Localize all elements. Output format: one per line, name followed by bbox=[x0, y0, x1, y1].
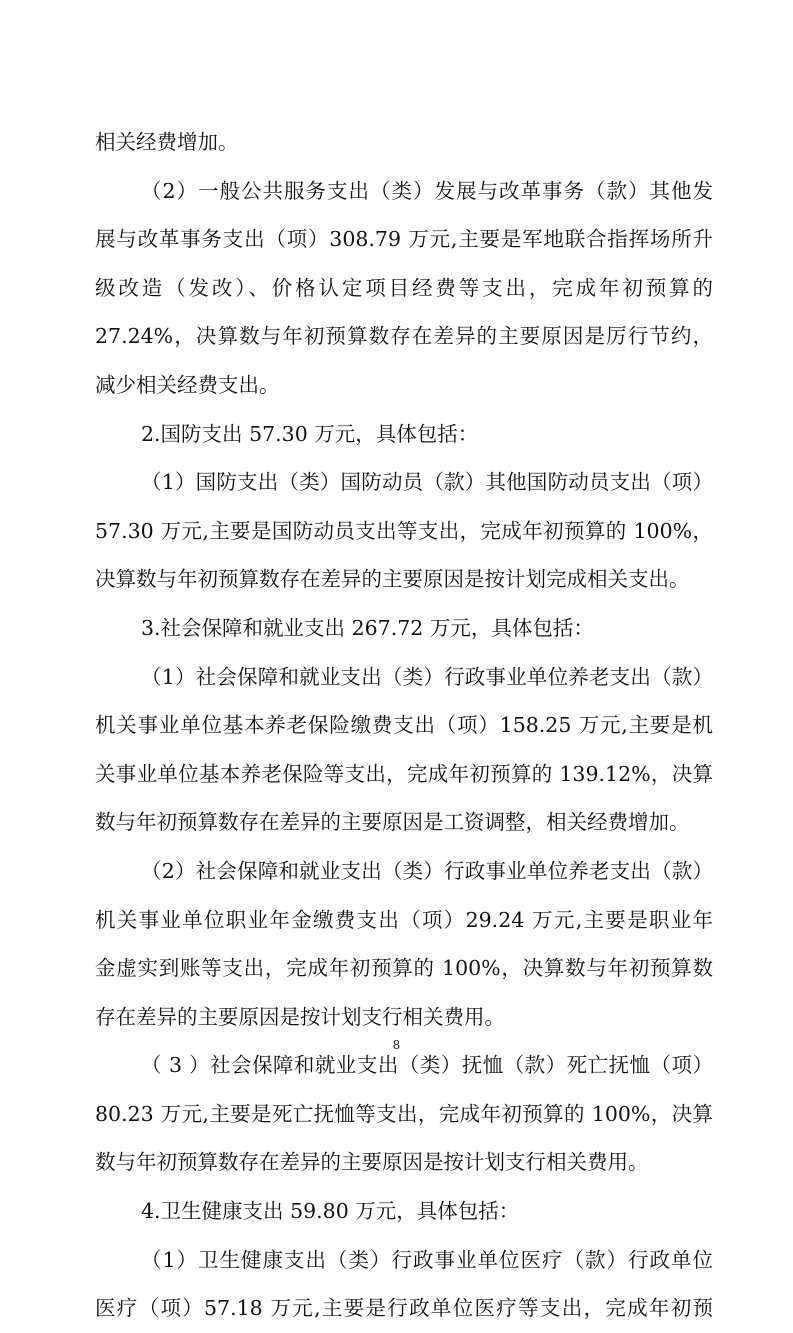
paragraph-first-line: （1）卫生健康支出（类）行政事业单位医疗（款）行政单位 bbox=[141, 1247, 713, 1272]
page-number: 8 bbox=[392, 1038, 401, 1052]
text-line: 展与改革事务支出（项）308.79 万元,主要是军地联合指挥场所升 bbox=[95, 227, 713, 252]
paragraph-first-line: （1）国防支出（类）国防动员（款）其他国防动员支出（项） bbox=[141, 470, 713, 495]
text-line: 存在差异的主要原因是按计划支行相关费用。 bbox=[95, 1004, 505, 1029]
text-line: 数与年初预算数存在差异的主要原因是按计划支行相关费用。 bbox=[95, 1150, 649, 1175]
text-line: 57.30 万元,主要是国防动员支出等支出，完成年初预算的 100%， bbox=[95, 518, 713, 543]
text-line: 减少相关经费支出。 bbox=[95, 372, 280, 397]
text-line: 27.24%，决算数与年初预算数存在差异的主要原因是厉行节约， bbox=[95, 324, 713, 349]
text-line: 机关事业单位基本养老保险缴费支出（项）158.25 万元,主要是机 bbox=[95, 713, 713, 738]
text-line: 决算数与年初预算数存在差异的主要原因是按计划完成相关支出。 bbox=[95, 567, 690, 592]
body-text bbox=[95, 118, 713, 1333]
text-line: 金虚实到账等支出，完成年初预算的 100%，决算数与年初预算数 bbox=[95, 956, 713, 981]
text-line: 80.23 万元,主要是死亡抚恤等支出，完成年初预算的 100%，决算 bbox=[95, 1101, 713, 1126]
text-line: 医疗（项）57.18 万元,主要是行政单位医疗等支出，完成年初预 bbox=[95, 1296, 713, 1321]
paragraph-first-line: （2）社会保障和就业支出（类）行政事业单位养老支出（款） bbox=[141, 858, 713, 883]
section-heading: 4.卫生健康支出 59.80 万元，具体包括： bbox=[141, 1199, 520, 1224]
section-heading: 2.国防支出 57.30 万元，具体包括： bbox=[141, 421, 479, 446]
text-line: 关事业单位基本养老保险等支出，完成年初预算的 139.12%，决算 bbox=[95, 761, 713, 786]
section-heading: 3.社会保障和就业支出 267.72 万元，具体包括： bbox=[141, 615, 594, 640]
text-line: 数与年初预算数存在差异的主要原因是工资调整，相关经费增加。 bbox=[95, 810, 690, 835]
paragraph-first-line: （2）一般公共服务支出（类）发展与改革事务（款）其他发 bbox=[141, 178, 713, 203]
paragraph-first-line: （1）社会保障和就业支出（类）行政事业单位养老支出（款） bbox=[141, 664, 713, 689]
text-line: 机关事业单位职业年金缴费支出（项）29.24 万元,主要是职业年 bbox=[95, 907, 713, 932]
text-line: 级改造（发改）、价格认定项目经费等支出，完成年初预算的 bbox=[95, 275, 713, 300]
paragraph-first-line: （ 3 ）社会保障和就业支出（类）抚恤（款）死亡抚恤（项） bbox=[141, 1053, 713, 1078]
text-line: 相关经费增加。 bbox=[95, 130, 239, 154]
